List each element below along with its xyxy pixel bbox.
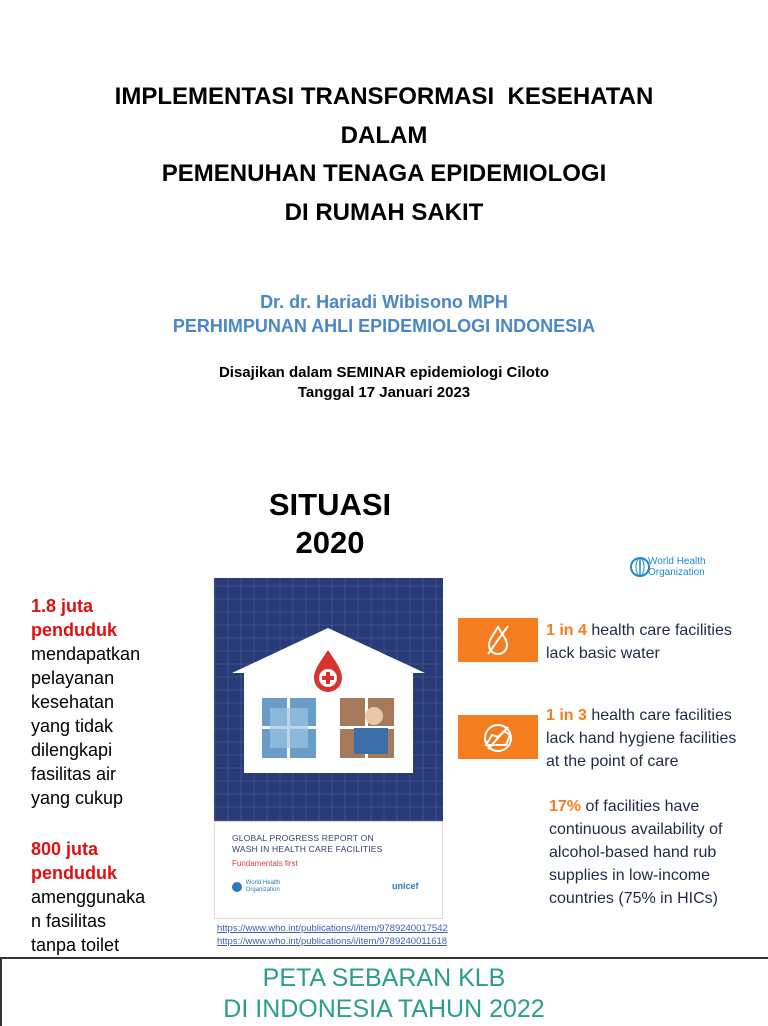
source-link-2[interactable]: https://www.who.int/publications/i/item/9789240011618	[217, 936, 448, 947]
globe-icon	[232, 882, 242, 892]
fact-1-line-2: lack basic water	[546, 645, 660, 662]
stat-toilet-highlight-1: 800 juta	[31, 839, 99, 859]
situation-title	[230, 486, 430, 562]
no-hand-hygiene-icon	[458, 715, 538, 759]
no-water-icon	[458, 618, 538, 662]
fact-1-text: health care facilities	[586, 622, 732, 639]
stat-water-line: mendapatkan	[31, 644, 141, 664]
stat-toilet	[31, 837, 145, 957]
situation-title-line-1: SITUASI	[268, 487, 392, 522]
title-line-1: IMPLEMENTASI TRANSFORMASI KESEHATAN	[114, 83, 654, 110]
report-who-line-2: Organization	[245, 887, 280, 893]
fact-1-emphasis: 1 in 4	[546, 622, 587, 639]
fact-basic-water	[546, 619, 732, 665]
fact-3-text: of facilities have	[581, 798, 700, 815]
who-logo-line-2: Organization	[648, 567, 705, 578]
report-unicef-logo: unicef	[392, 881, 419, 891]
report-title-line-2: WASH IN HEALTH CARE FACILITIES	[232, 844, 383, 854]
no-hand-hygiene-icon-box	[458, 715, 538, 759]
stat-toilet-line: n fasilitas	[31, 911, 107, 931]
house-illustration	[214, 578, 443, 821]
fact-3-line-4: supplies in low-income	[549, 867, 710, 884]
stat-water-line: dilengkapi	[31, 740, 113, 760]
slide-title	[0, 78, 768, 232]
stat-water-highlight-1: 1.8 juta	[31, 596, 94, 616]
source-links	[217, 922, 448, 948]
stat-water-highlight-2: penduduk	[31, 620, 117, 640]
report-who-line-1: World Health	[245, 880, 281, 886]
fact-3-line-3: alcohol-based hand rub	[549, 844, 717, 861]
who-logo-text	[648, 556, 706, 578]
report-cover-image	[214, 578, 443, 919]
fact-2-emphasis: 1 in 3	[546, 707, 587, 724]
title-line-2: DALAM	[340, 121, 428, 149]
fact-2-text: health care facilities	[586, 707, 732, 724]
stat-water-line: fasilitas air	[31, 764, 117, 784]
no-water-icon-box	[458, 618, 538, 662]
fact-hand-hygiene	[546, 704, 736, 773]
stat-toilet-line: amenggunaka	[31, 887, 146, 907]
situation-title-line-2: 2020	[295, 525, 365, 560]
klb-map-title	[0, 963, 768, 1025]
presentation-info	[0, 363, 768, 403]
report-title	[232, 833, 432, 855]
fact-3-line-5: countries (75% in HICs)	[549, 890, 718, 907]
presented-line: Disajikan dalam SEMINAR epidemiologi Ciloto	[218, 364, 550, 381]
stat-toilet-line: tanpa toilet	[31, 935, 120, 955]
report-subtitle: Fundamentals first	[232, 859, 298, 868]
stat-water-line: kesehatan	[31, 692, 115, 712]
author-name: Dr. dr. Hariadi Wibisono MPH	[260, 292, 508, 312]
who-logo-line-1: World Health	[648, 556, 706, 567]
who-globe-icon	[630, 556, 650, 578]
author-block	[0, 290, 768, 338]
author-organization: PERHIMPUNAN AHLI EPIDEMIOLOGI INDONESIA	[172, 316, 596, 336]
stat-water	[31, 594, 140, 810]
fact-2-line-3: at the point of care	[546, 753, 679, 770]
date-line: Tanggal 17 Januari 2023	[297, 384, 471, 401]
fact-3-line-2: continuous availability of	[549, 821, 723, 838]
fact-2-line-2: lack hand hygiene facilities	[546, 730, 737, 747]
klb-title-line-2: DI INDONESIA TAHUN 2022	[223, 995, 545, 1023]
title-line-4: DI RUMAH SAKIT	[284, 198, 484, 226]
source-link-1[interactable]: https://www.who.int/publications/i/item/9789240017542	[217, 923, 448, 934]
stat-toilet-highlight-2: penduduk	[31, 863, 117, 883]
fact-hand-rub	[549, 795, 722, 910]
klb-title-line-1: PETA SEBARAN KLB	[262, 964, 506, 992]
report-who-logo	[232, 880, 280, 894]
title-line-3: PEMENUHAN TENAGA EPIDEMIOLOGI	[161, 160, 607, 187]
fact-3-emphasis: 17%	[549, 798, 582, 815]
stat-water-line: yang cukup	[31, 788, 124, 808]
stat-water-line: yang tidak	[31, 716, 114, 736]
report-title-line-1: GLOBAL PROGRESS REPORT ON	[232, 833, 374, 843]
stat-water-line: pelayanan	[31, 668, 115, 688]
